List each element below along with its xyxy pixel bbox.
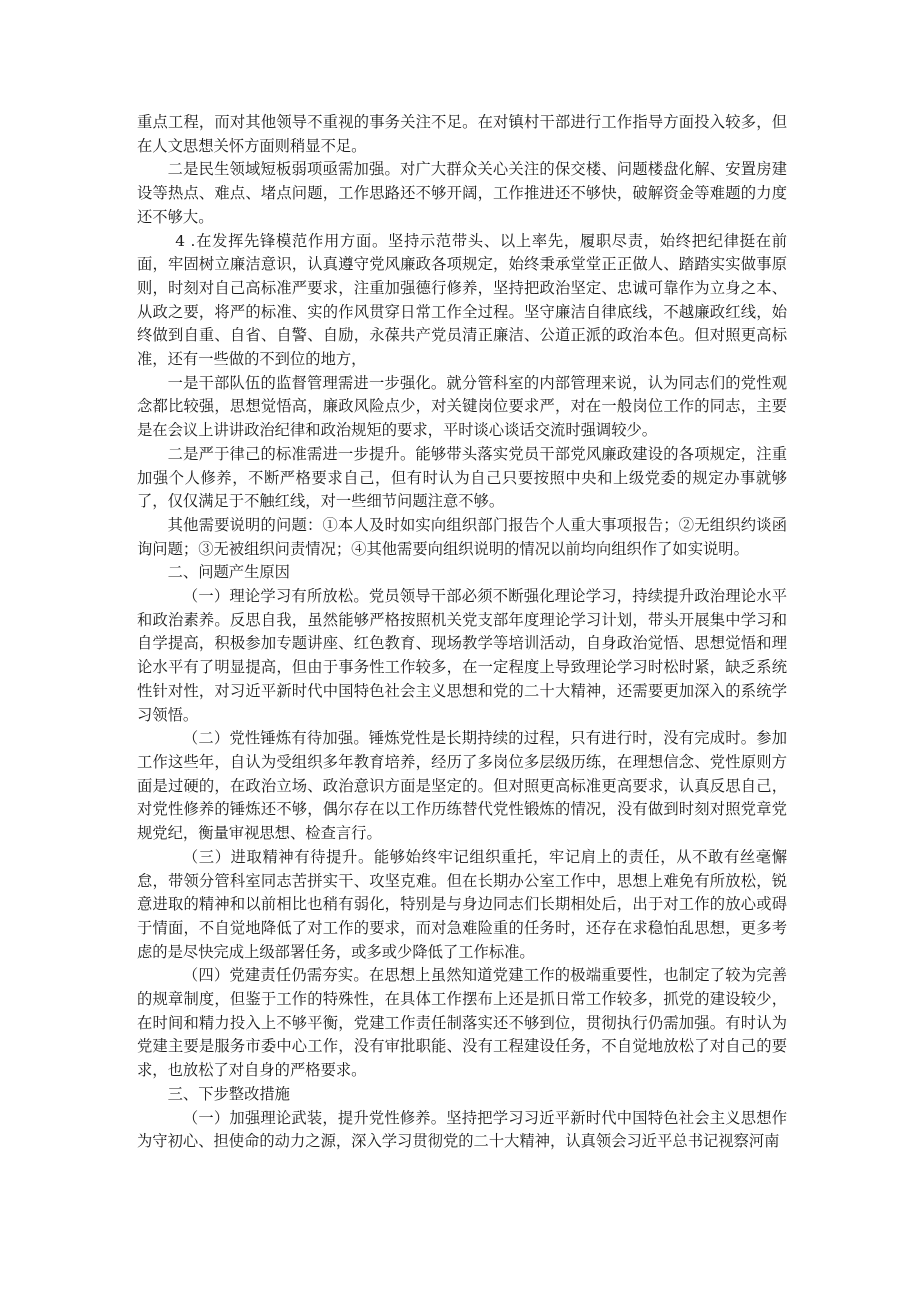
- paragraph-cause-3: （三）进取精神有待提升。能够始终牢记组织重托，牢记肩上的责任，从不敢有丝毫懈怠，带领分管科室同志苦拼实干、攻坚克难。但在长期办公室工作中，思想上难免有所放松，锐意进取的精神和以前相比也稍有弱化，特别是与身边同志们长期相处后，出于对工作的放心或碍于情面，不自觉地降低了对工作的要求，而对急难险重的任务时，还存在求稳怕乱思想，更多考虑的是尽快完成上级部署任务，或多或少降低了工作标准。: [137, 847, 787, 961]
- document-body: [137, 111, 787, 1154]
- paragraph-livelihood-issues: 二是民生领域短板弱项亟需加强。对广大群众关心关注的保交楼、问题楼盘化解、安置房建设等热点、难点、堵点问题，工作思路还不够开阔，工作推进还不够快，破解资金等难题的力度还不够大。: [137, 160, 787, 226]
- paragraph-other-matters: 其他需要说明的问题：①本人及时如实向组织部门报告个人重大事项报告；②无组织约谈函询问题；③无被组织问责情况；④其他需要向组织说明的情况以前均向组织作了如实说明。: [137, 515, 787, 558]
- paragraph-cause-4: （四）党建责任仍需夯实。在思想上虽然知道党建工作的极端重要性，也制定了较为完善的规章制度，但鉴于工作的特殊性，在具体工作摆布上还是抓日常工作较多，抓党的建设较少，在时间和精力投入上不够平衡，党建工作责任制落实还不够到位，贯彻执行仍需加强。有时认为党建主要是服务市委中心工作，没有审批职能、没有工程建设任务，不自觉地放松了对自己的要求，也放松了对自身的严格要求。: [137, 966, 787, 1080]
- paragraph-cause-2: （二）党性锤炼有待加强。锤炼党性是长期持续的过程，只有进行时，没有完成时。参加工作这些年，自认为受组织多年教育培养，经历了多岗位多层级历练，在理想信念、党性原则方面是过硬的，在政治立场、政治意识方面是坚定的。但对照更高标准更高要求，认真反思自己，对党性修养的锤炼还不够，偶尔存在以工作历练替代党性锻炼的情况，没有做到时刻对照党章党规党纪，衡量审视思想、检查言行。: [137, 729, 787, 843]
- section-heading-causes: 二、问题产生原因: [167, 563, 290, 582]
- paragraph-supervision: 一是干部队伍的监督管理需进一步强化。就分管科室的内部管理来说，认为同志们的党性观念都比较强，思想觉悟高，廉政风险点少，对关键岗位要求严，对在一般岗位工作的同志，主要是在会议上讲讲政治纪律和政治规矩的要求，平时谈心谈话交流时强调较少。: [137, 373, 787, 440]
- paragraph-measure-1: （一）加强理论武装，提升党性修养。坚持把学习习近平新时代中国特色社会主义思想作为守初心、担使命的动力之源，深入学习贯彻党的二十大精神，认真领会习近平总书记视察河南: [137, 1108, 787, 1151]
- paragraph-vanguard-role: 4 .在发挥先锋模范作用方面。坚持示范带头、以上率先，履职尽责，始终把纪律挺在前面，牢固树立廉洁意识，认真遵守党风廉政各项规定，始终秉承堂堂正正做人、踏踏实实做事原则，时刻对自己高标准严要求，注重加强德行修养，坚持把政治坚定、忠诚可靠作为立身之本、从政之要，将严的标准、实的作风贯穿日常工作全过程。坚守廉洁自律底线，不越廉政红线，始终做到自重、自省、自警、自励，永葆共产党员清正廉洁、公道正派的政治本色。但对照更高标准，还有一些做的不到位的地方，: [137, 231, 787, 369]
- paragraph-cause-1: （一）理论学习有所放松。党员领导干部必须不断强化理论学习，持续提升政治理论水平和政治素养。反思自我，虽然能够严格按照机关党支部年度理论学习计划，带头开展集中学习和自学提高，积极参加专题讲座、红色教育、现场教学等培训活动，自身政治觉悟、思想觉悟和理论水平有了明显提高，但由于事务性工作较多，在一定程度上导致理论学习时松时紧，缺乏系统性针对性，对习近平新时代中国特色社会主义思想和党的二十大精神，还需要更加深入的系统学习领悟。: [137, 587, 787, 724]
- section-heading-measures: 三、下步整改措施: [167, 1084, 290, 1103]
- paragraph-self-discipline: 二是严于律己的标准需进一步提升。能够带头落实党员干部党风廉政建设的各项规定，注重加强个人修养，不断严格要求自己，但有时认为自己只要按照中央和上级党委的规定办事就够了，仅仅满足于不触红线，对一些细节问题注意不够。: [137, 444, 787, 511]
- paragraph-continuation: 重点工程，而对其他领导不重视的事务关注不足。在对镇村干部进行工作指导方面投入较多，但在人文思想关怀方面则稍显不足。: [137, 113, 787, 155]
